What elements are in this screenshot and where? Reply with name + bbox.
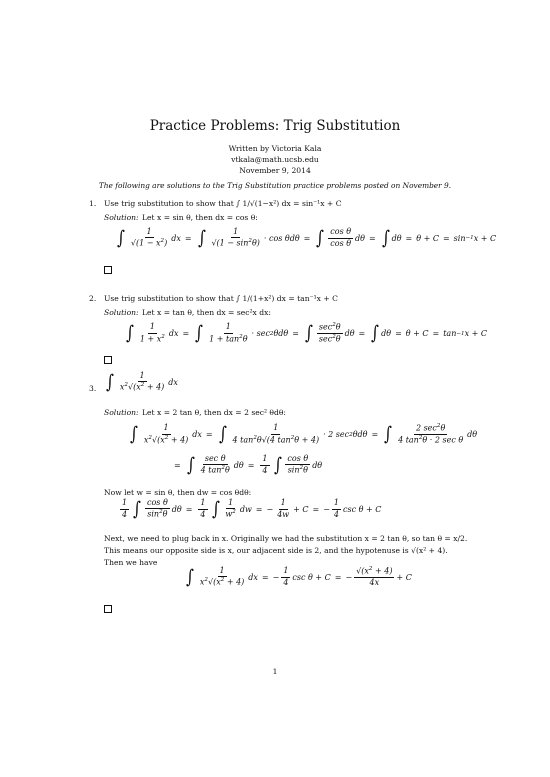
problem-1-statement: Use trig substitution to show that ∫ 1/√(1−x²) dx = sin⁻¹x + C — [104, 199, 342, 208]
problem-3-now-text: Now let w = sin θ, then dw = cos θdθ: — [104, 488, 252, 497]
problem-3-next-text-2: This means our opposite side is x, our adjacent side is 2, and the hypotenuse is √(x² + 4). — [104, 546, 448, 555]
intro-text: The following are solutions to the Trig Substitution practice problems posted on November 9. — [98, 181, 452, 190]
problem-2-solution-text: Let x = tan θ, then dx = sec²x dx: — [142, 308, 271, 317]
problem-2-equation: ∫ $\frac{1}{1 + x^2}$ dx = ∫ $\frac{1}{1 + \tan^2\theta}$ · sec 2 θdθ = ∫ $\frac{\sec^2\theta}{\sec^2\theta}$ dθ = ∫ dθ = θ + C = tan −1 x + C — [125, 322, 488, 345]
page-title: Practice Problems: Trig Substitution — [149, 118, 401, 134]
problem-3-next-text-1: Next, we need to plug back in x. Originally we had the substitution x = 2 tan θ, so tan θ = x/2. — [104, 534, 468, 543]
problem-3-then-text: Then we have — [104, 558, 158, 567]
problem-1-solution-text: Let x = sin θ, then dx = cos θ: — [142, 213, 258, 222]
qed-box-1 — [104, 266, 112, 274]
problem-3-equation-line-2: = ∫ $\frac{\text{sec θ}}{4 \tan^2\theta}$ dθ = $\frac{1}{4}$ ∫ $\frac{\text{cos θ}}{\sin^2\theta}$ dθ — [174, 453, 323, 476]
date-line: November 9, 2014 — [239, 166, 311, 175]
email-line: vtkala@math.ucsb.edu — [231, 155, 319, 164]
problem-2-solution-label: Solution: — [104, 308, 139, 317]
qed-box-3 — [104, 605, 112, 613]
problem-3-number: 3. — [89, 384, 97, 393]
problem-1-equation: ∫ $\frac{1}{√(1 - x^2)}$ dx = ∫ $\frac{1}{√(1 - \sin^2\theta)}$ · cos θdθ = ∫ $\frac{\text{cos θ}}{\text{cos θ}}$ dθ = ∫ dθ = θ + C = sin −1 x + C — [116, 226, 497, 249]
problem-3-integral: ∫ $\frac{1}{x^2√(x^2 + 4)}$ dx — [105, 370, 178, 393]
problem-1-number: 1. — [89, 199, 97, 208]
problem-3-solution-text: Let x = 2 tan θ, then dx = 2 sec² θdθ: — [142, 408, 286, 417]
page-number: 1 — [272, 667, 278, 676]
problem-3-equation-line-1: ∫ $\frac{1}{x^2√(x^2 + 4)}$ dx = ∫ $\frac{1}{4 \tan^2\theta√(4 \tan^2\theta + 4)}$ · 2 sec 2 θdθ = ∫ $\frac{2 \sec^2\theta}{4 \tan^2\theta \cdot 2 \sec \theta}$ dθ — [129, 423, 478, 446]
problem-2-statement: Use trig substitution to show that ∫ 1/(1+x²) dx = tan⁻¹x + C — [104, 294, 338, 303]
qed-box-2 — [104, 356, 112, 364]
problem-3-equation-line-3: $\frac{1}{4}$ ∫ $\frac{\text{cos θ}}{\sin^2\theta}$ dθ = $\frac{1}{4}$ ∫ $\frac{1}{w^2}$ dw = − $\frac{1}{4w}$ + C = − $\frac{1}{4}$ csc θ + C — [122, 497, 382, 520]
problem-2-number: 2. — [89, 294, 97, 303]
problem-3-solution-label: Solution: — [104, 408, 139, 417]
author-line: Written by Victoria Kala — [228, 144, 322, 153]
problem-1-solution-label: Solution: — [104, 213, 139, 222]
problem-3-final-equation: ∫ $\frac{1}{x^2√(x^2 + 4)}$ dx = − $\frac{1}{4}$ csc θ + C = − $\frac{√(x^2 + 4)}{4x}$ + C — [185, 565, 412, 588]
